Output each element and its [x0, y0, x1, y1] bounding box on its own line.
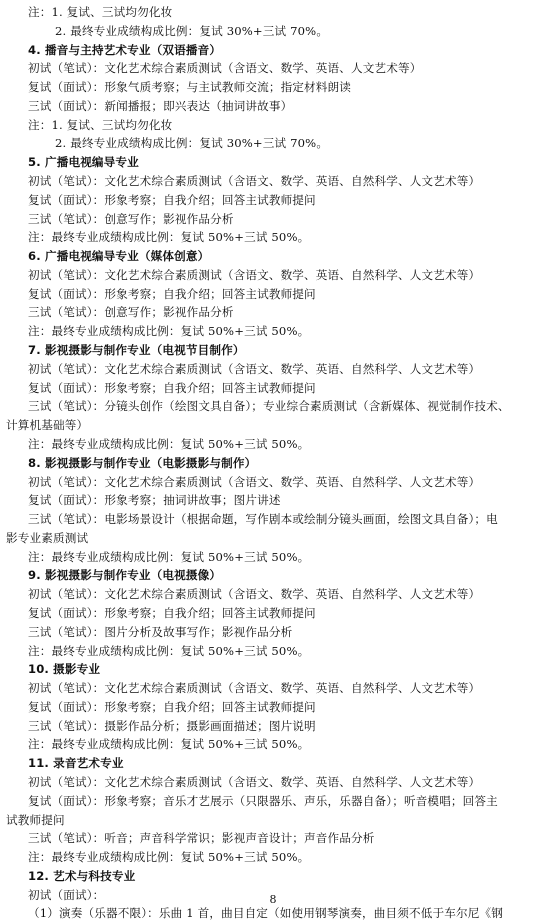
- text-line: 复试（面试）：形象考察；抽词讲故事；图片讲述: [28, 493, 281, 508]
- text-line: 初试（面试）：: [28, 887, 105, 902]
- text-line: 注：最终专业成绩构成比例：复试 50%+三试 50%。: [28, 643, 310, 658]
- text-line: 注：最终专业成绩构成比例：复试 50%+三试 50%。: [28, 549, 310, 564]
- text-line: 复试（面试）：形象考察；自我介绍；回答主试教师提问: [28, 286, 316, 301]
- text-line: 初试（笔试）：文化艺术综合素质测试（含语文、数学、英语、自然科学、人文艺术等）: [28, 174, 481, 189]
- text-line: 注：最终专业成绩构成比例：复试 50%+三试 50%。: [28, 737, 310, 752]
- text-line: （1）演奏（乐器不限）：乐曲 1 首，曲目自定（如使用钢琴演奏，曲目须不低于车尔尼《钢: [28, 906, 503, 921]
- text-line: 初试（笔试）：文化艺术综合素质测试（含语文、数学、英语、人文艺术等）: [28, 61, 422, 76]
- section-heading: 9. 影视摄影与制作专业（电视摄像）: [28, 568, 222, 583]
- text-line: 复试（面试）：形象考察；音乐才艺展示（只限器乐、声乐，乐器自备）；听音模唱；回答主: [28, 793, 498, 808]
- section-heading: 11. 录音艺术专业: [28, 756, 124, 771]
- text-line: 初试（笔试）：文化艺术综合素质测试（含语文、数学、英语、自然科学、人文艺术等）: [28, 774, 481, 789]
- text-line: 试教师提问: [6, 812, 65, 827]
- text-line: 复试（面试）：形象考察；自我介绍；回答主试教师提问: [28, 699, 316, 714]
- text-line: 初试（笔试）：文化艺术综合素质测试（含语文、数学、英语、自然科学、人文艺术等）: [28, 267, 481, 282]
- text-line: 计算机基础等）: [6, 418, 89, 433]
- section-heading: 12. 艺术与科技专业: [28, 868, 136, 883]
- section-heading: 5. 广播电视编导专业: [28, 155, 139, 170]
- text-line: 影专业素质测试: [6, 530, 89, 545]
- section-heading: 6. 广播电视编导专业（媒体创意）: [28, 249, 210, 264]
- text-line: 三试（笔试）：分镜头创作（绘图文具自备）；专业综合素质测试（含新媒体、视觉制作技术、: [28, 399, 510, 414]
- text-line: 复试（面试）：形象考察；自我介绍；回答主试教师提问: [28, 380, 316, 395]
- text-line: 初试（笔试）：文化艺术综合素质测试（含语文、数学、英语、自然科学、人文艺术等）: [28, 474, 481, 489]
- text-line: 注：最终专业成绩构成比例：复试 50%+三试 50%。: [28, 324, 310, 339]
- text-line: 注：最终专业成绩构成比例：复试 50%+三试 50%。: [28, 436, 310, 451]
- text-line: 注：1. 复试、三试均勿化妆: [28, 117, 173, 132]
- text-line: 初试（笔试）：文化艺术综合素质测试（含语文、数学、英语、自然科学、人文艺术等）: [28, 361, 481, 376]
- text-line: 注：最终专业成绩构成比例：复试 50%+三试 50%。: [28, 230, 310, 245]
- text-line: 初试（笔试）：文化艺术综合素质测试（含语文、数学、英语、自然科学、人文艺术等）: [28, 681, 481, 696]
- text-line: 注：最终专业成绩构成比例：复试 50%+三试 50%。: [28, 850, 310, 865]
- section-heading: 10. 摄影专业: [28, 662, 101, 677]
- section-heading: 4. 播音与主持艺术专业（双语播音）: [28, 42, 222, 57]
- text-line: 复试（面试）：形象气质考察；与主试教师交流；指定材料朗读: [28, 80, 352, 95]
- text-line: 复试（面试）：形象考察；自我介绍；回答主试教师提问: [28, 192, 316, 207]
- text-line: 三试（笔试）：电影场景设计（根据命题，写作剧本或绘制分镜头画面，绘图文具自备）；电: [28, 512, 498, 527]
- text-line: 三试（笔试）：摄影作品分析；摄影画面描述；图片说明: [28, 718, 316, 733]
- text-line: 三试（笔试）：图片分析及故事写作；影视作品分析: [28, 624, 293, 639]
- text-line: 初试（笔试）：文化艺术综合素质测试（含语文、数学、英语、自然科学、人文艺术等）: [28, 587, 481, 602]
- text-line: 三试（笔试）：创意写作；影视作品分析: [28, 211, 234, 226]
- text-line: 注：1. 复试、三试均勿化妆: [28, 5, 173, 19]
- text-line: 2. 最终专业成绩构成比例：复试 30%+三试 70%。: [55, 136, 329, 151]
- section-heading: 8. 影视摄影与制作专业（电影摄影与制作）: [28, 455, 257, 470]
- section-heading: 7. 影视摄影与制作专业（电视节目制作）: [28, 343, 245, 358]
- text-line: 复试（面试）：形象考察；自我介绍；回答主试教师提问: [28, 605, 316, 620]
- text-line: 三试（笔试）：听音；声音科学常识；影视声音设计；声音作品分析: [28, 831, 375, 846]
- text-line: 2. 最终专业成绩构成比例：复试 30%+三试 70%。: [55, 23, 329, 38]
- text-line: 三试（笔试）：创意写作；影视作品分析: [28, 305, 234, 320]
- text-line: 三试（面试）：新闻播报；即兴表达（抽词讲故事）: [28, 98, 293, 113]
- page-number: 8: [269, 893, 277, 906]
